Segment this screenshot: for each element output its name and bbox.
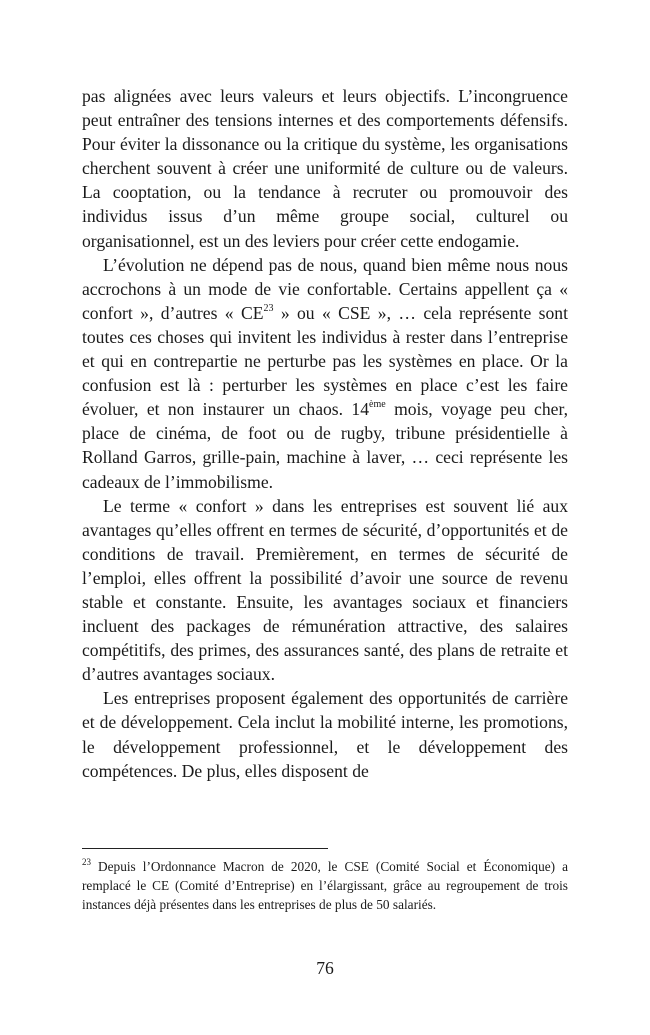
- paragraph-3: Le terme « confort » dans les entreprises est souvent lié aux avantages qu’elles offrent en termes de sécurité, d’opportunités et de conditions de travail. Premièrement, en termes de sécurité de l’emploi, elles offrent la possibilité d’avoir une source de revenu stable et constante. Ensuite, les avantages sociaux et financiers incluent des packages de rémunération attractive, des salaires compétitifs, des primes, des assurances santé, des plans de retraite et d’autres avantages sociaux.: [82, 495, 568, 685]
- page-number: 76: [316, 958, 334, 978]
- paragraph-2-part-a: L’évolution ne dépend pas de nous, quand bien même nous nous accrochons à un mode de vie confortable. Certains appellent ça « confort », d’autres « CE: [82, 254, 568, 323]
- footnote: [82, 857, 568, 915]
- paragraph-2: [82, 253, 568, 494]
- paragraph-1: pas alignées avec leurs valeurs et leurs objectifs. L’incongruence peut entraîner des tensions internes et des comportements défensifs. Pour éviter la dissonance ou la critique du système, les organisations cherchent souvent à créer une uniformité de culture ou de valeurs. La cooptation, ou la tendance à recruter ou promouvoir des individus issus d’un même groupe social, culturel ou organisationnel, est un des leviers pour créer cette endogamie.: [82, 86, 568, 251]
- footnote-text: Depuis l’Ordonnance Macron de 2020, le CSE (Comité Social et Économique) a remplacé le CE (Comité d’Entreprise) en l’élargissant, grâce au regroupement de trois instances déjà présentes dans les entreprises de plus de 50 salariés.: [82, 859, 568, 913]
- ordinal-suffix: ème: [369, 399, 386, 411]
- footnote-separator: [82, 848, 328, 849]
- paragraph-2-part-c: mois, voyage peu cher, place de cinéma, de foot ou de rugby, tribune présidentielle à Rolland Garros, grille-pain, machine à laver, … ceci représente les cadeaux de l’immobilisme.: [82, 399, 569, 492]
- footnote-reference[interactable]: 23: [263, 302, 274, 314]
- paragraph-4: Les entreprises proposent également des opportunités de carrière et de développement. Cela inclut la mobilité interne, les promotions, le développement professionnel, et le développement des compétences. De plus, elles disposent de: [82, 688, 568, 781]
- paragraph-2-part-b: » ou « CSE », … cela représente sont toutes ces choses qui invitent les individus à rester dans l’entreprise et qui en contrepartie ne perturbe pas les systèmes en place. Or la confusion est là : perturber les systèmes en place c’est les faire évoluer, et non instaurer un chaos. 14: [82, 302, 568, 420]
- page-body: [82, 84, 568, 783]
- footnote-number: 23: [82, 856, 91, 867]
